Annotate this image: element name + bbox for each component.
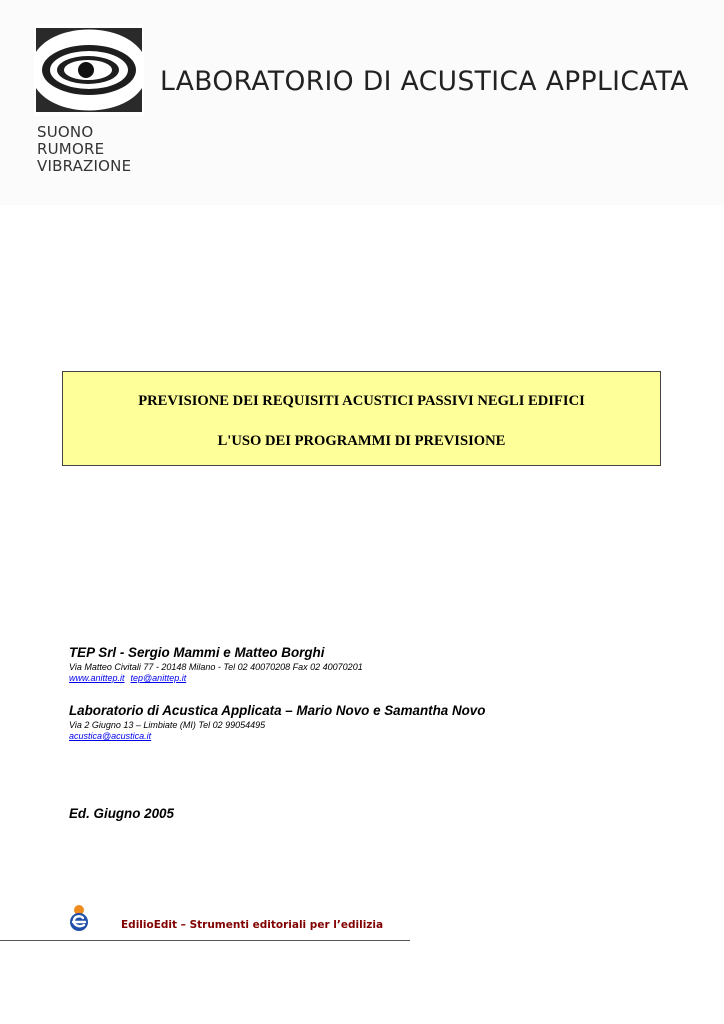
publisher-footer: EdilioEdit – Strumenti editoriali per l’edilizia (121, 919, 384, 931)
edilio-e-icon (67, 904, 91, 932)
document-subtitle: L'USO DEI PROGRAMMI DI PREVISIONE (217, 433, 506, 449)
author-links (69, 673, 363, 683)
author-address: Via Matteo Civitali 77 - 20148 Milano - Tel 02 40070208 Fax 02 40070201 (69, 662, 363, 672)
email-link[interactable]: acustica@acustica.it (69, 731, 152, 741)
tagline (37, 124, 131, 175)
author-block-tep (69, 645, 363, 683)
document-title: PREVISIONE DEI REQUISITI ACUSTICI PASSIVI NEGLI EDIFICI (138, 393, 585, 409)
author-block-laboratorio (69, 703, 485, 741)
tagline-line: RUMORE (37, 140, 105, 158)
author-address: Via 2 Giugno 13 – Limbiate (MI) Tel 02 99054495 (69, 720, 266, 730)
tagline-line: VIBRAZIONE (37, 157, 132, 175)
tagline-line: SUONO (37, 123, 94, 141)
author-name: Laboratorio di Acustica Applicata – Mario Novo e Samantha Novo (69, 703, 486, 718)
edition-label: Ed. Giugno 2005 (69, 806, 174, 821)
author-links (69, 731, 485, 741)
sound-wave-logo-icon (34, 24, 144, 116)
lab-name: LABORATORIO DI ACUSTICA APPLICATA (160, 66, 689, 97)
footer-divider (0, 940, 410, 941)
website-link[interactable]: www.anittep.it (69, 673, 125, 683)
email-link[interactable]: tep@anittep.it (130, 673, 187, 683)
document-title-box (62, 371, 661, 466)
author-name: TEP Srl - Sergio Mammi e Matteo Borghi (69, 645, 325, 660)
